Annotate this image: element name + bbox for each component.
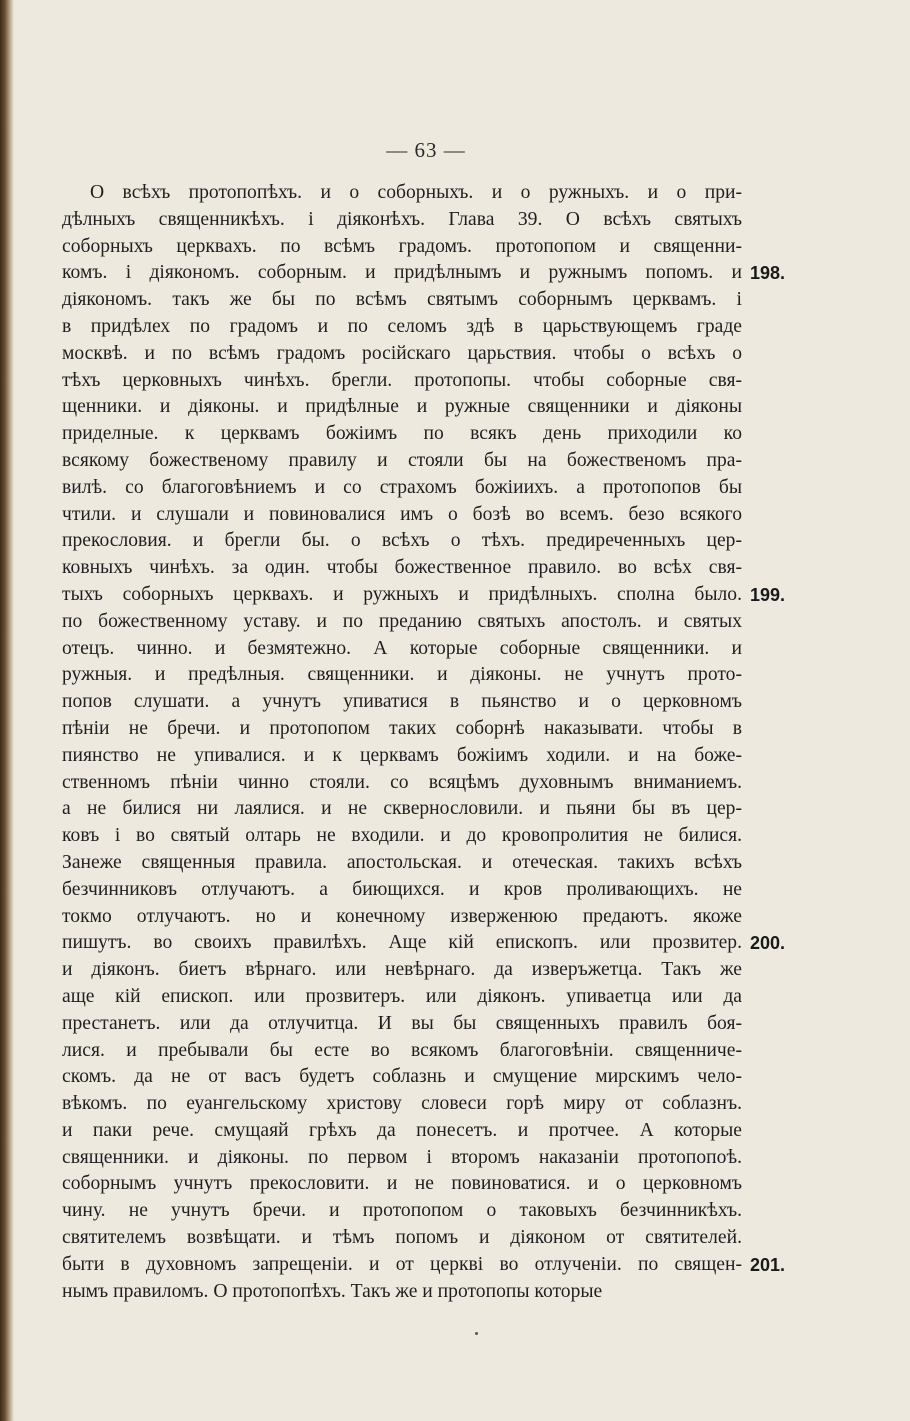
text-line: быти в духовномъ запрещенiи. и от церкві во отлученiи. по священ- <box>62 1253 742 1275</box>
body-text <box>62 180 742 1305</box>
text-line: ружныя. и предѣлныя. священники. и дiяконы. не учнутъ прото- <box>62 664 742 686</box>
text-line: а не билися ни лаялися. и не сквернословили. и пьяни бы въ цер- <box>62 798 742 820</box>
text-line: в придѣлех по градомъ и по селомъ здѣ в царьствующемъ граде <box>62 315 742 337</box>
text-line: по божественному уставу. и по преданию святыхъ апостолъ. и святых <box>62 610 742 632</box>
text-line: ковныхъ чинѣхъ. за один. чтобы божественное правило. во всѣх свя- <box>62 557 742 579</box>
text-line: дѣлныхъ священникѣхъ. і дiяконѣхъ. Глава 39. О всѣхъ святыхъ <box>62 208 742 230</box>
text-line: пиянство не упивалися. и к церквамъ божiимъ ходили. и на боже- <box>62 744 742 766</box>
book-spine-edge <box>0 0 14 1421</box>
text-line: соборныхъ церквахъ. по всѣмъ градомъ. протопопом и священни- <box>62 235 742 257</box>
page-number: — 63 — <box>386 138 466 162</box>
text-line: священники. и дiяконы. по первом і второмъ наказанiи протопопоѣ. <box>62 1146 742 1168</box>
text-line: москвѣ. и по всѣмъ градомъ росiйскаго царьствия. чтобы о всѣхъ о <box>62 342 742 364</box>
text-line: приделные. к церквамъ божiимъ по всякъ день приходили ко <box>62 423 742 445</box>
text-line: прекословия. и брегли бы. о всѣхъ о тѣхъ. предиреченныхъ цер- <box>62 530 742 552</box>
paper-speck <box>475 1332 478 1335</box>
text-line: безчинниковъ отлучаютъ. а биющихся. и кров проливающихъ. не <box>62 878 742 900</box>
text-line: ковъ і во святый олтарь не входили. и до кровопролития не билися. <box>62 825 742 847</box>
text-line: святителемъ возвѣщати. и тѣмъ попомъ и дiяконом от святителей. <box>62 1227 742 1249</box>
text-line: вѣкомъ. по еуангельскому христову словеси горѣ миру от соблазнъ. <box>62 1093 742 1115</box>
text-line: комъ. і дiякономъ. соборным. и придѣлнымъ и ружнымъ попомъ. и <box>62 262 742 284</box>
text-line: Занеже священныя правила. апостольская. и отеческая. такихъ всѣхъ <box>62 851 742 873</box>
text-line: токмо отлучаютъ. но и конечному изверженюю предаютъ. якоже <box>62 905 742 927</box>
margin-section-number: 199. <box>750 585 786 605</box>
text-line: вилѣ. со благоговѣниемъ и со страхомъ божiиихъ. а протопопов бы <box>62 476 742 498</box>
text-line: тыхъ соборныхъ церквахъ. и ружныхъ и придѣлныхъ. сполна было. <box>62 583 742 605</box>
text-line: отецъ. чинно. и безмятежно. А которые соборные священники. и <box>62 637 742 659</box>
text-line: щенники. и дiяконы. и придѣлные и ружные священники и дiяконы <box>62 396 742 418</box>
margin-section-number: 200. <box>750 933 786 954</box>
text-line: скомъ. да не от васъ будетъ соблазнь и смущение мирскимъ чело- <box>62 1066 742 1088</box>
text-line: всякому божественому правилу и стояли бы на божественомъ пра- <box>62 449 742 471</box>
text-line: престанетъ. или да отлучитца. И вы бы священныхъ правилъ боя- <box>62 1012 742 1034</box>
margin-section-number: 201. <box>750 1255 786 1275</box>
text-line: чину. не учнутъ бречи. и протопопом о таковыхъ безчинникѣхъ. <box>62 1200 742 1222</box>
text-line: тѣхъ церковныхъ чинѣхъ. брегли. протопопы. чтобы соборные свя- <box>62 369 742 391</box>
text-line: лися. и пребывали бы есте во всякомъ благоговѣнiи. священниче- <box>62 1039 742 1061</box>
text-line: О всѣхъ протопопѣхъ. и о соборныхъ. и о ружныхъ. и о при- <box>90 182 742 203</box>
text-line: и дiяконъ. биетъ вѣрнаго. или невѣрнаго. да изверъжетца. Такъ же <box>62 959 742 981</box>
margin-section-number: 198. <box>750 263 786 284</box>
text-line: аще кiй епископ. или прозвитеръ. или дiяконъ. упиваетца или да <box>62 985 742 1007</box>
text-line: дiякономъ. такъ же бы по всѣмъ святымъ соборнымъ церквамъ. і <box>62 289 742 311</box>
text-line: и паки рече. смущаяй грѣхъ да понесетъ. и протчее. А которые <box>62 1119 742 1141</box>
text-line: нымъ правиломъ. О протопопѣхъ. Такъ же и протопопы которые <box>62 1280 603 1302</box>
text-line: ственномъ пѣнiи чинно стояли. со всяцѣмъ духовнымъ вниманиемъ. <box>62 771 742 793</box>
text-line: попов слушати. а учнутъ упиватися в пьянство и о церковномъ <box>62 691 742 713</box>
text-line: чтили. и слушали и повиновалися имъ о бозѣ во всемъ. безо всякого <box>62 503 742 525</box>
text-line: соборнымъ учнутъ прекословити. и не повиноватися. и о церковномъ <box>62 1173 742 1195</box>
text-line: пѣнiи не бречи. и протопопом таких соборнѣ наказывати. чтобы в <box>62 717 742 739</box>
text-line: пишутъ. во своихъ правилѣхъ. Аще кiй епископъ. или прозвитер. <box>62 932 742 954</box>
